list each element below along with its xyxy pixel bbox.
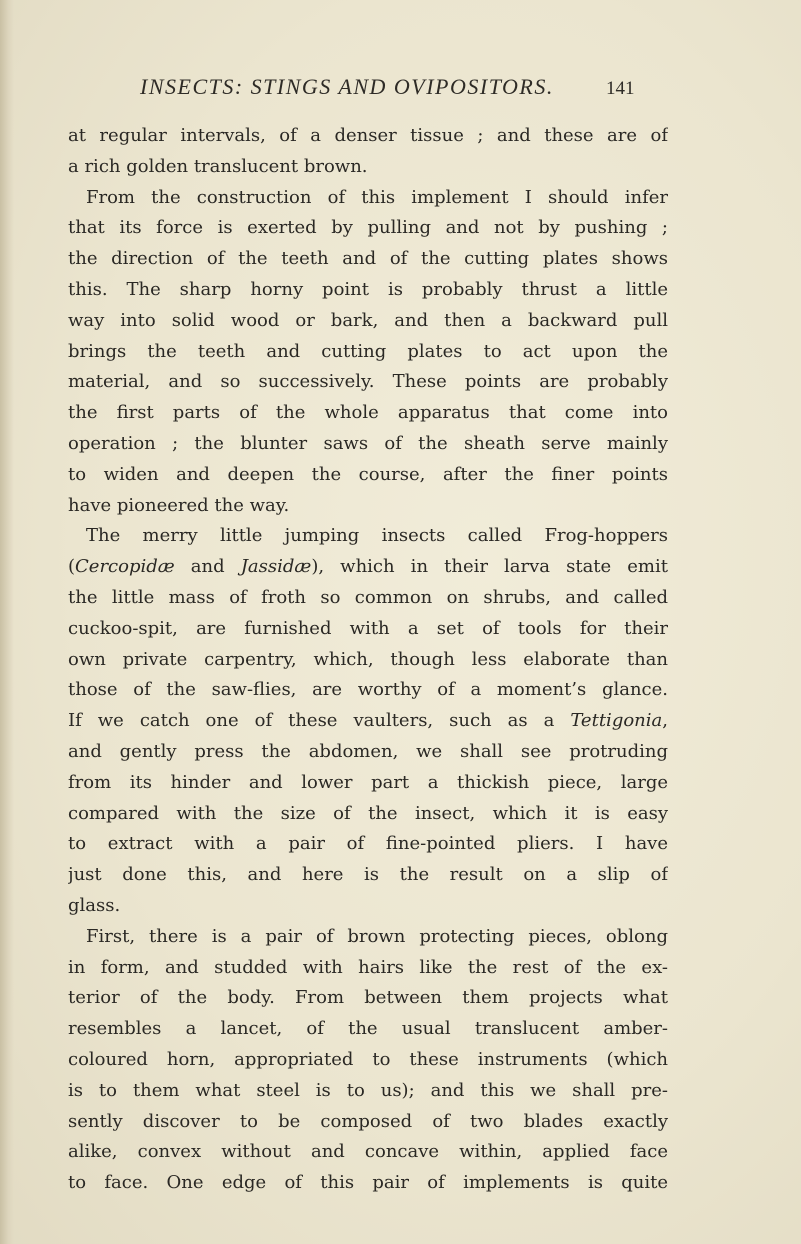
italic-taxon: Cercopidæ: [75, 556, 175, 578]
text-line: [68, 706, 668, 737]
text-line: First, there is a pair of brown protecting pieces, oblong: [86, 925, 668, 947]
text-line: a rich golden translucent brown.: [68, 155, 368, 177]
text-run: If we catch one of these vaulters, such as a: [68, 710, 571, 732]
text-line: The merry little jumping insects called Frog-hoppers: [86, 525, 668, 547]
text-run: (: [68, 556, 76, 578]
text-run: and: [174, 556, 241, 578]
running-head: INSECTS: STINGS AND OVIPOSITORS.: [140, 74, 554, 99]
text-line: from its hinder and lower part a thickish piece, large: [68, 771, 668, 793]
text-line: the first parts of the whole apparatus that come into: [68, 402, 668, 424]
text-run: ,: [662, 710, 668, 732]
body-text: [68, 121, 668, 1199]
text-line: way into solid wood or bark, and then a backward pull: [68, 309, 668, 331]
text-line: compared with the size of the insect, which it is easy: [68, 802, 668, 824]
text-line: operation ; the blunter saws of the sheath serve mainly: [68, 432, 668, 454]
text-line: have pioneered the way.: [68, 494, 290, 516]
text-line: material, and so successively. These points are probably: [68, 371, 668, 393]
text-line: terior of the body. From between them projects what: [68, 987, 668, 1009]
text-line: the little mass of froth so common on shrubs, and called: [68, 586, 668, 608]
text-line: coloured horn, appropriated to these instruments (which: [68, 1048, 668, 1070]
text-line: alike, convex without and concave within, applied face: [68, 1141, 668, 1163]
text-line: own private carpentry, which, though less elaborate than: [68, 648, 668, 670]
text-line: [68, 552, 668, 583]
italic-taxon: Jassidæ: [240, 556, 312, 578]
text-line: those of the saw-flies, are worthy of a moment’s glance.: [68, 679, 668, 701]
text-run: ), which in their larva state emit: [311, 556, 668, 578]
text-line: this. The sharp horny point is probably thrust a little: [68, 278, 668, 300]
text-line: brings the teeth and cutting plates to act upon the: [68, 340, 668, 362]
text-line: to face. One edge of this pair of implements is quite: [68, 1172, 668, 1194]
gutter-shadow: [0, 0, 14, 1244]
text-line: the direction of the teeth and of the cutting plates shows: [68, 248, 668, 270]
text-line: to widen and deepen the course, after the finer points: [68, 463, 668, 485]
text-line: cuckoo-spit, are furnished with a set of tools for their: [68, 617, 668, 639]
text-line: is to them what steel is to us); and this we shall pre-: [68, 1079, 668, 1101]
text-line: glass.: [68, 894, 121, 916]
text-line: to extract with a pair of fine-pointed pliers. I have: [68, 833, 668, 855]
text-line: that its force is exerted by pulling and not by pushing ;: [68, 217, 668, 239]
text-line: in form, and studded with hairs like the rest of the ex-: [68, 956, 668, 978]
text-line: sently discover to be composed of two blades exactly: [68, 1110, 668, 1132]
italic-taxon: Tettigonia: [570, 710, 663, 732]
text-line: just done this, and here is the result on a slip of: [68, 864, 668, 886]
text-line: resembles a lancet, of the usual translucent amber-: [68, 1018, 668, 1040]
text-line: From the construction of this implement I should infer: [86, 186, 668, 208]
page-number: 141: [606, 78, 635, 99]
text-line: and gently press the abdomen, we shall see protruding: [68, 740, 668, 762]
text-line: at regular intervals, of a denser tissue ; and these are of: [68, 125, 668, 146]
